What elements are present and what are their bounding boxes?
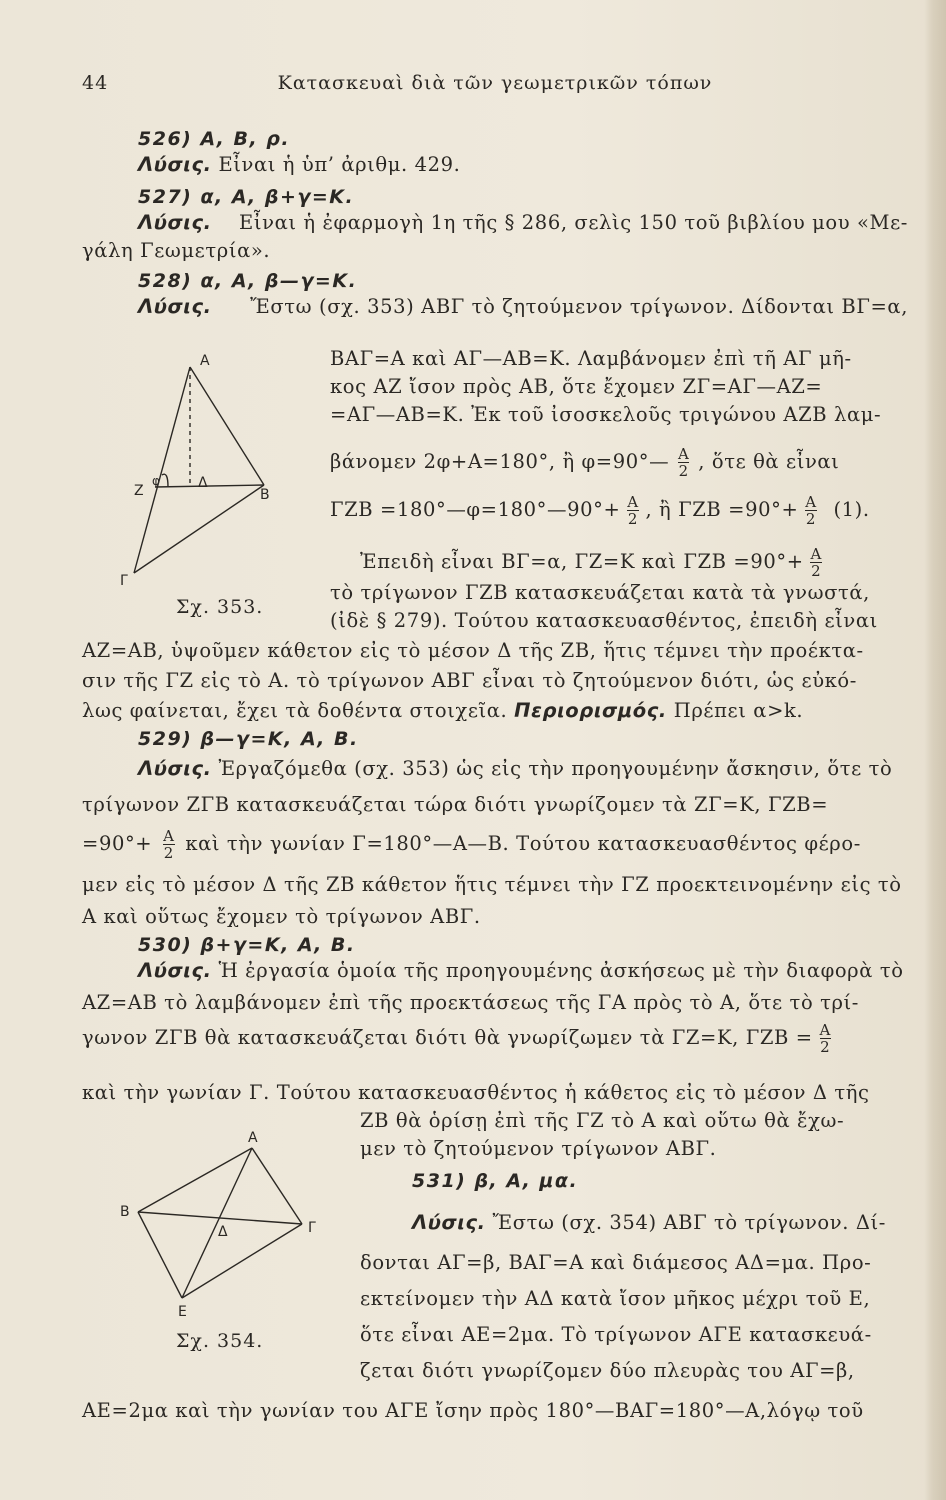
label-g: Γ	[120, 573, 128, 589]
side-ag	[252, 1148, 302, 1224]
equation-number: (1).	[833, 498, 870, 521]
figure-353-caption: Σχ. 353.	[176, 596, 264, 618]
problem-527-line2: γάλη Γεωμετρία».	[82, 239, 271, 262]
numerator: Α	[805, 493, 817, 511]
side-ag	[134, 367, 190, 573]
solution-label: Λύσις.	[138, 153, 212, 176]
problem-528-line1	[138, 292, 908, 322]
segment-zb	[155, 485, 264, 487]
text: Ἐπειδὴ εἶναι ΒΓ=α, ΓΖ=Κ καὶ ΓΖΒ =90°+	[360, 550, 804, 573]
numerator: Α	[678, 445, 690, 463]
solution-label: Λύσις.	[412, 1211, 486, 1234]
side-bg	[134, 485, 264, 573]
solution-text: Ἡ ἐργασία ὁμοία τῆς προηγουμένης ἀσκήσεως μὲ τὴν διαφορὰ τὸ	[218, 959, 904, 982]
denominator: 2	[627, 510, 638, 528]
fraction	[678, 446, 689, 479]
denominator: 2	[811, 562, 822, 580]
solution-label: Λύσις.	[138, 959, 212, 982]
problem-528-line7	[360, 546, 908, 579]
problem-531-title: 531) β, Α, μα.	[412, 1170, 579, 1192]
problem-530-line5: ΖΒ θὰ ὁρίσῃ ἐπὶ τῆς ΓΖ τὸ Α καὶ οὕτω θὰ ἔχω-	[360, 1109, 845, 1132]
label-d: Δ	[198, 475, 208, 491]
problem-526-title: 526) Α, Β, ρ.	[138, 128, 291, 150]
side-ab	[138, 1148, 252, 1212]
figure-354	[112, 1128, 332, 1328]
problem-528-line8: τὸ τρίγωνον ΓΖΒ κατασκευάζεται κατὰ τὰ γνωστά,	[330, 581, 870, 604]
solution-label: Λύσις.	[138, 211, 212, 234]
problem-529-title: 529) β—γ=Κ, Α, Β.	[138, 728, 359, 750]
text: καὶ τὴν γωνίαν Γ=180°—Α—Β. Τούτου κατασκευασθέντος φέρο-	[185, 832, 861, 855]
problem-528-line9: (ἰδὲ § 279). Τούτου κατασκευασθέντος, ἐπειδὴ εἶναι	[330, 609, 878, 632]
fraction	[820, 1022, 831, 1055]
denominator: 2	[820, 1038, 831, 1056]
page-edge	[924, 0, 946, 1500]
text: γωνον ΖΓΒ θὰ κατασκευάζεται διότι θὰ γνωρίζωμεν τὰ ΓΖ=Κ, ΓΖΒ =	[82, 1026, 813, 1049]
segment-be	[138, 1212, 182, 1298]
numerator: Α	[819, 1021, 831, 1039]
figure-354-caption: Σχ. 354.	[176, 1330, 264, 1352]
problem-530-line6: μεν τὸ ζητούμενον τρίγωνον ΑΒΓ.	[360, 1137, 717, 1160]
angle-phi-arc	[162, 474, 168, 487]
problem-528-line6	[330, 494, 908, 527]
label-a: Α	[248, 1130, 258, 1146]
problem-528-line2	[330, 344, 908, 374]
median-ae	[182, 1148, 252, 1298]
numerator: Α	[163, 827, 175, 845]
figure-353	[112, 345, 292, 595]
problem-531-line2: δονται ΑΓ=β, ΒΑΓ=Α καὶ διάμεσος ΑΔ=μα. Προ-	[360, 1251, 872, 1274]
label-b: Β	[120, 1204, 130, 1220]
side-ab	[190, 367, 264, 485]
problem-528-line4: =ΑΓ—ΑΒ=Κ. Ἐκ τοῦ ἰσοσκελοῦς τριγώνου ΑΖΒ λαμ-	[330, 403, 882, 426]
problem-527-title: 527) α, Α, β+γ=Κ.	[138, 186, 355, 208]
problem-528-line10: ΑΖ=ΑΒ, ὑψοῦμεν κάθετον εἰς τὸ μέσον Δ τῆς ΖΒ, ἥτις τέμνει τὴν προέκτα-	[82, 639, 864, 662]
label-b: Β	[260, 487, 270, 503]
numerator: Α	[810, 545, 822, 563]
solution-text: Ἔστω (σχ. 354) ΑΒΓ τὸ τρίγωνον. Δί-	[492, 1211, 886, 1234]
problem-526-solution	[138, 150, 908, 180]
problem-530-title: 530) β+γ=Κ, Α, Β.	[138, 934, 356, 956]
label-g: Γ	[308, 1220, 316, 1236]
fraction	[163, 828, 174, 861]
text: ΓΖΒ =180°—φ=180°—90°+	[330, 498, 621, 521]
label-a: Α	[200, 353, 210, 369]
problem-528-title: 528) α, Α, β—γ=Κ.	[138, 270, 358, 292]
text: λως φαίνεται, ἔχει τὰ δοθέντα στοιχεῖα.	[82, 699, 508, 722]
solution-text: Εἶναι ἡ ἐφαρμογὴ 1η τῆς § 286, σελὶς 150 τοῦ βιβλίου μου «Με-	[239, 211, 908, 234]
label-phi: φ	[152, 474, 160, 488]
problem-531-line5: ζεται διότι γνωρίζομεν δύο πλευρὰς του ΑΓ=β,	[360, 1359, 855, 1382]
text: =90°+	[82, 832, 153, 855]
problem-531-line6: ΑΕ=2μα καὶ τὴν γωνίαν του ΑΓΕ ἴσην πρὸς 180°—ΒΑΓ=180°—Α,λόγῳ τοῦ	[82, 1399, 864, 1422]
problem-529-line1	[138, 754, 908, 784]
denominator: 2	[163, 844, 174, 862]
fraction	[627, 494, 638, 527]
problem-528-line3: κος ΑΖ ἴσον πρὸς ΑΒ, ὅτε ἔχομεν ΖΓ=ΑΓ—ΑΖ=	[330, 375, 823, 398]
problem-527-line1	[138, 208, 908, 238]
numerator: Α	[627, 493, 639, 511]
problem-528-line11: σιν τῆς ΓΖ εἰς τὸ Α. τὸ τρίγωνον ΑΒΓ εἶναι τὸ ζητούμενον διότι, ὡς εὐκό-	[82, 669, 857, 692]
fraction	[805, 494, 816, 527]
solution-label: Λύσις.	[138, 757, 212, 780]
problem-531-line3: εκτείνομεν τὴν ΑΔ κατὰ ἴσον μῆκος μέχρι τοῦ Ε,	[360, 1287, 871, 1310]
solution-text: Ἐργαζόμεθα (σχ. 353) ὡς εἰς τὴν προηγουμένην ἄσκησιν, ὅτε τὸ	[218, 757, 893, 780]
problem-529-line3	[82, 828, 908, 861]
label-e: Ε	[178, 1304, 187, 1320]
label-d: Δ	[218, 1224, 228, 1240]
problem-530-line4: καὶ τὴν γωνίαν Γ. Τούτου κατασκευασθέντος ἡ κάθετος εἰς τὸ μέσον Δ τῆς	[82, 1081, 870, 1104]
problem-528-line5	[330, 446, 908, 479]
solution-text: Ἔστω (σχ. 353) ΑΒΓ τὸ ζητούμενον τρίγωνον. Δίδονται ΒΓ=α,	[250, 295, 908, 318]
problem-529-line5: Α καὶ οὕτως ἔχομεν τὸ τρίγωνον ΑΒΓ.	[82, 905, 481, 928]
text: , ὅτε θὰ εἶναι	[698, 450, 840, 473]
problem-531-line1	[412, 1208, 908, 1238]
denominator: 2	[678, 462, 689, 480]
restriction-label: Περιορισμός.	[514, 699, 667, 722]
problem-531-line4: ὅτε εἶναι ΑΕ=2μα. Τὸ τρίγωνον ΑΓΕ κατασκευά-	[360, 1323, 872, 1346]
denominator: 2	[805, 510, 816, 528]
text: βάνομεν 2φ+Α=180°, ἢ φ=90°—	[330, 450, 670, 473]
problem-529-line2: τρίγωνον ΖΓΒ κατασκευάζεται τώρα διότι γνωρίζομεν τὰ ΖΓ=Κ, ΓΖΒ=	[82, 793, 829, 816]
problem-529-line4: μεν εἰς τὸ μέσον Δ τῆς ΖΒ κάθετον ἥτις τέμνει τὴν ΓΖ προεκτεινομένην εἰς τὸ	[82, 873, 902, 896]
solution-text: Εἶναι ἡ ὑπ’ ἀριθμ. 429.	[218, 153, 461, 176]
problem-530-line3	[82, 1022, 908, 1055]
fraction	[810, 546, 821, 579]
problem-530-line2: ΑΖ=ΑΒ τὸ λαμβάνομεν ἐπὶ τῆς προεκτάσεως τῆς ΓΑ πρὸς τὸ Α, ὅτε τὸ τρί-	[82, 991, 859, 1014]
page-number: 44	[82, 72, 109, 94]
text: , ἢ ΓΖΒ =90°+	[645, 498, 799, 521]
running-title: Κατασκευαὶ διὰ τῶν γεωμετρικῶν τόπων	[277, 72, 713, 94]
text: ΒΑΓ=Α καὶ ΑΓ—ΑΒ=Κ. Λαμβάνομεν ἐπὶ τῆ ΑΓ μῆ-	[330, 347, 852, 370]
label-z: Ζ	[134, 483, 144, 499]
problem-528-line12	[82, 696, 908, 726]
solution-label: Λύσις.	[138, 295, 212, 318]
text: Πρέπει α>k.	[673, 699, 804, 722]
problem-530-line1	[138, 956, 908, 986]
